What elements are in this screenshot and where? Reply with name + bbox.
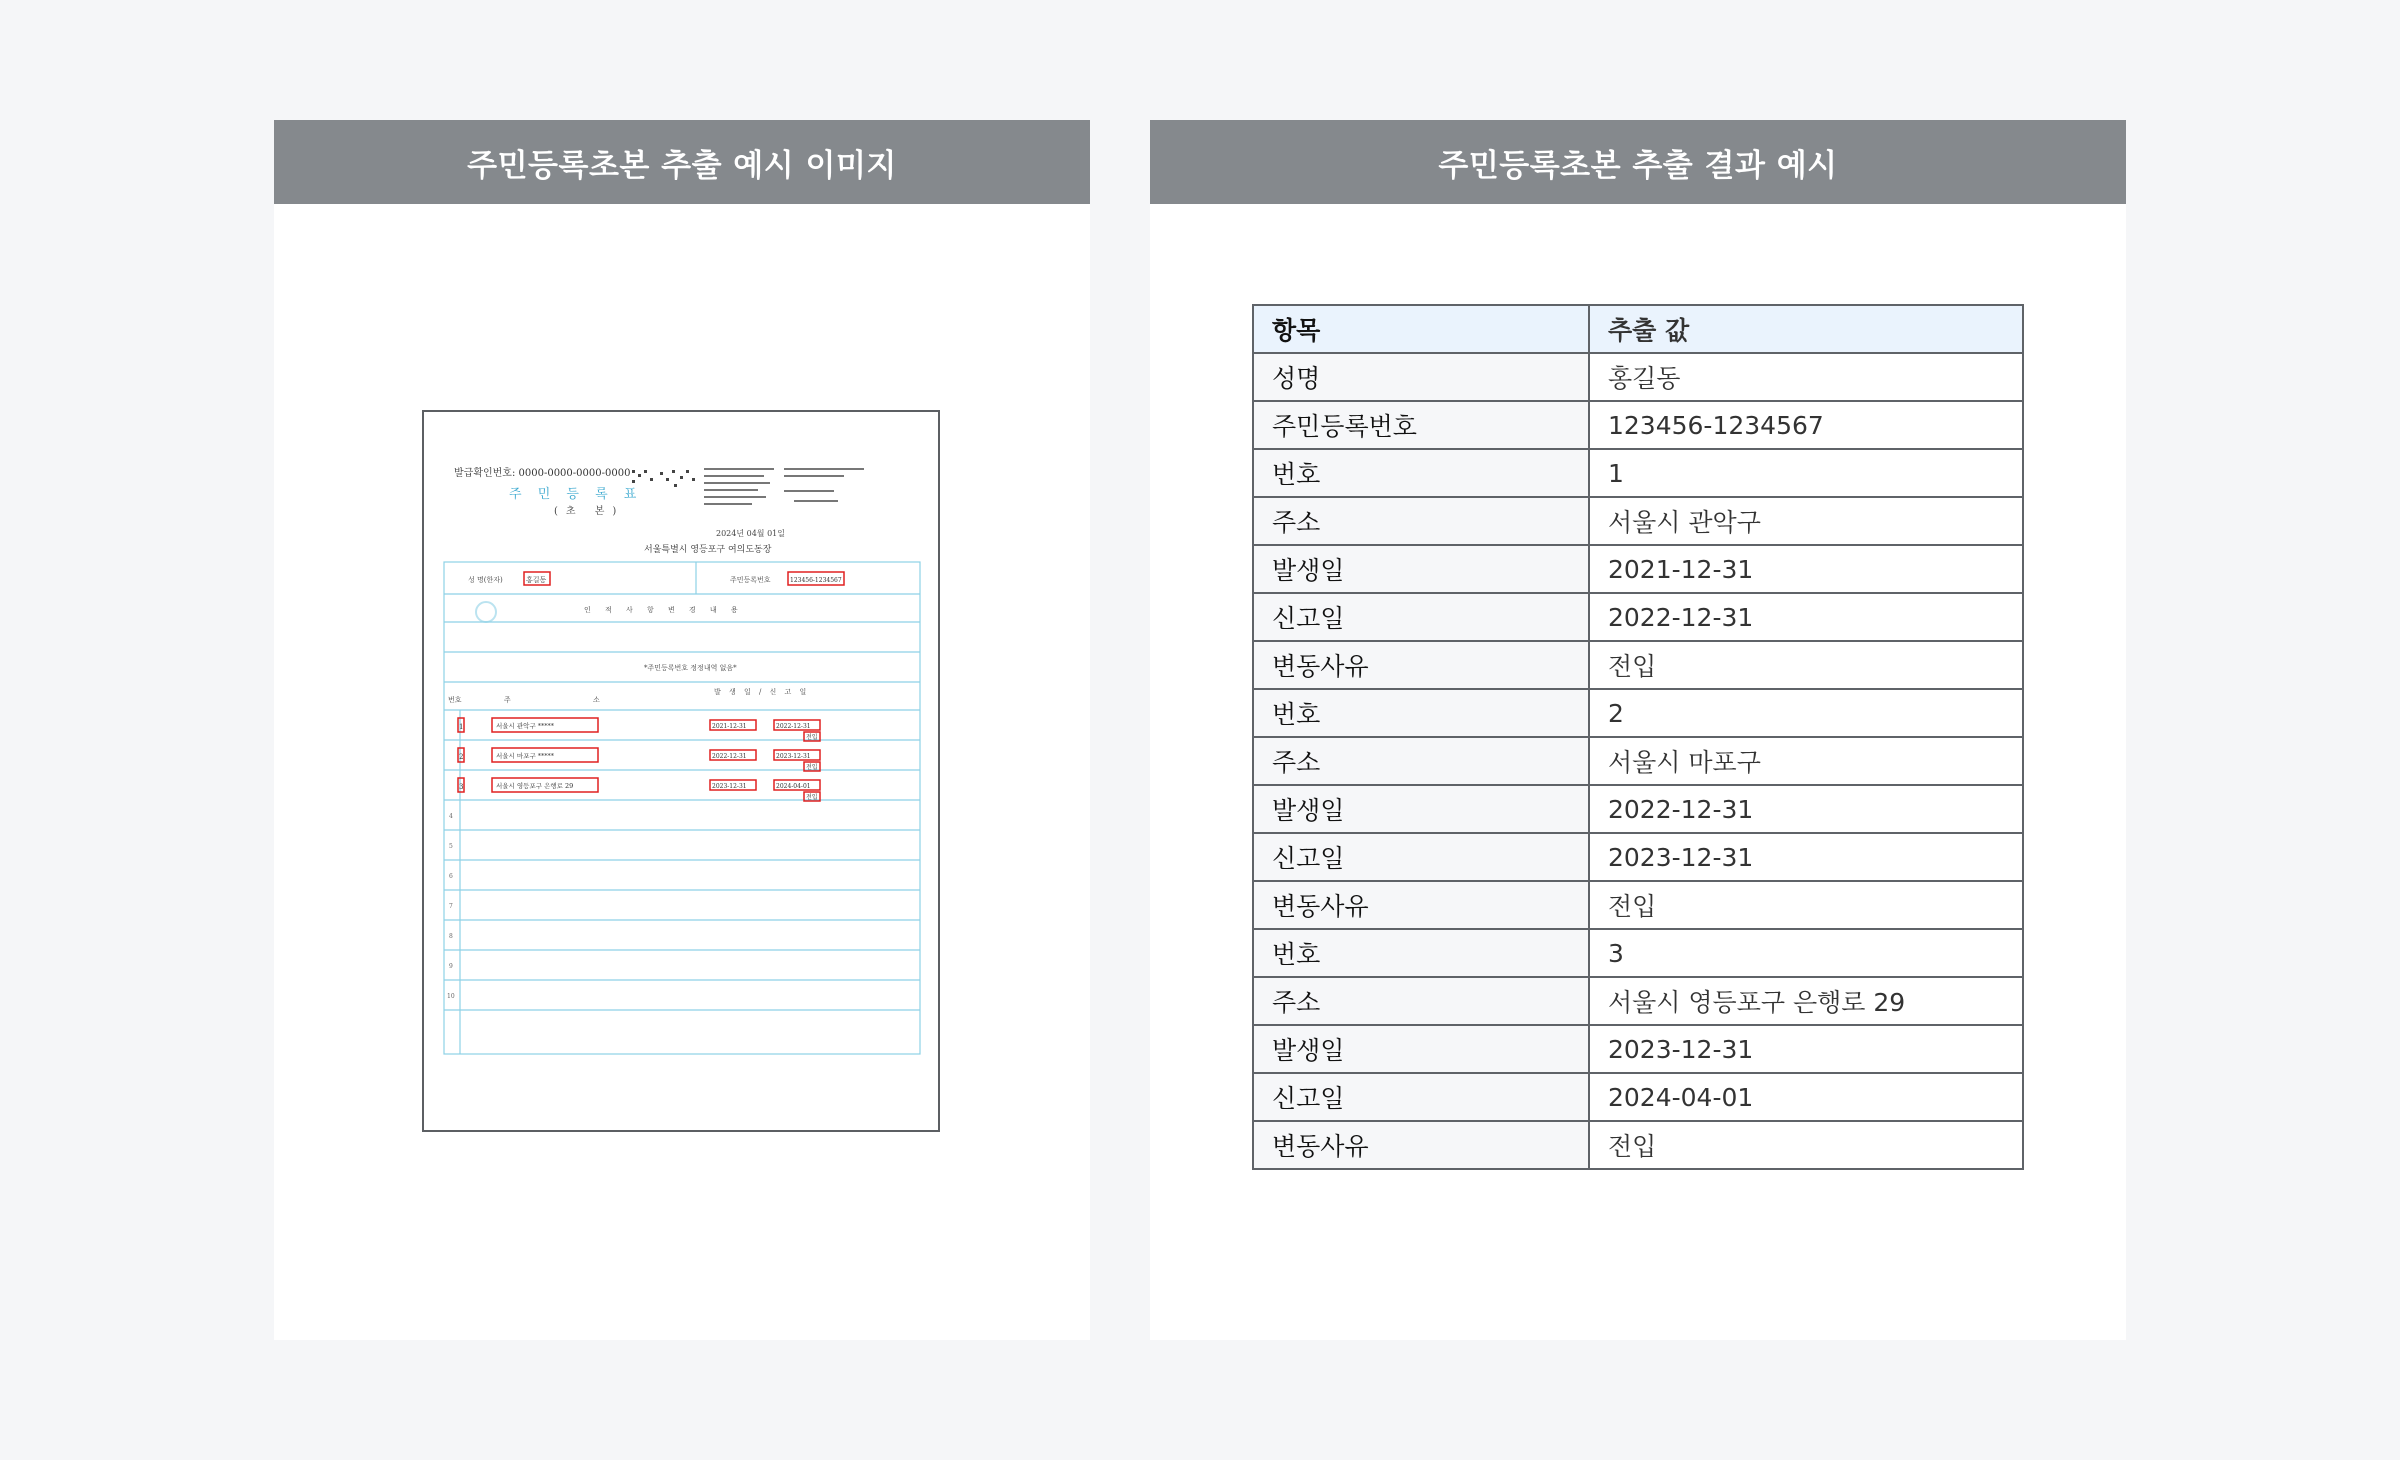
table-row (1253, 785, 2023, 833)
row-no-7: 7 (449, 903, 453, 910)
doc-subtitle: (초 본) (554, 506, 625, 517)
table-row (1253, 833, 2023, 881)
doc-row-2 (458, 748, 820, 771)
row-no-10: 10 (447, 993, 455, 1000)
row-no: 3 (459, 783, 464, 791)
table-row (1253, 593, 2023, 641)
resident-register-document-image (422, 410, 940, 1132)
table-row (1253, 737, 2023, 785)
item-label: 발생일 (1253, 1025, 1589, 1073)
item-label: 성명 (1253, 353, 1589, 401)
table-row (1253, 449, 2023, 497)
form-grid (444, 562, 920, 1054)
doc-rrn-value: 123456-1234567 (790, 577, 842, 584)
item-label: 신고일 (1253, 1073, 1589, 1121)
row-reason: 전입 (806, 794, 818, 801)
row-no-6: 6 (449, 873, 453, 880)
item-value: 서울시 관악구 (1589, 497, 2023, 545)
item-label: 신고일 (1253, 593, 1589, 641)
table-row (1253, 1121, 2023, 1169)
row-date2: 2023-12-31 (776, 753, 811, 760)
row-date2: 2024-04-01 (776, 783, 811, 790)
doc-note: *주민등록번호 정정내역 없음* (644, 664, 737, 672)
item-value: 2 (1589, 689, 2023, 737)
item-label: 주소 (1253, 977, 1589, 1025)
doc-col-addr: 주 소 (504, 696, 640, 704)
item-label: 발생일 (1253, 785, 1589, 833)
item-value: 123456-1234567 (1589, 401, 2023, 449)
doc-title: 주 민 등 록 표 (509, 487, 643, 502)
table-header-row (1253, 305, 2023, 353)
doc-row-1 (458, 718, 820, 741)
item-label: 변동사유 (1253, 881, 1589, 929)
row-date1: 2023-12-31 (712, 783, 747, 790)
item-label: 변동사유 (1253, 1121, 1589, 1169)
item-label: 주소 (1253, 737, 1589, 785)
item-value: 전입 (1589, 641, 2023, 689)
table-row (1253, 497, 2023, 545)
table-row (1253, 929, 2023, 977)
header-value: 추출 값 (1589, 305, 2023, 353)
table-row (1253, 1073, 2023, 1121)
doc-section-title: 인 적 사 항 변 경 내 용 (584, 606, 744, 614)
doc-office: 서울특별시 영등포구 여의도동장 (644, 545, 772, 555)
item-value: 전입 (1589, 1121, 2023, 1169)
watermark-seal-icon (476, 602, 496, 622)
row-reason: 전입 (806, 764, 818, 771)
row-addr: 서울시 마포구 ***** (496, 752, 555, 760)
row-no: 2 (459, 753, 464, 761)
document-scan (424, 412, 942, 1134)
empty-row-numbers (447, 813, 455, 1000)
item-value: 홍길동 (1589, 353, 2023, 401)
row-date2: 2022-12-31 (776, 723, 811, 730)
item-value: 2021-12-31 (1589, 545, 2023, 593)
seal-icon (632, 470, 695, 487)
item-value: 2023-12-31 (1589, 833, 2023, 881)
extraction-result-panel-title: 주민등록초본 추출 결과 예시 (1150, 120, 2126, 204)
table-row (1253, 401, 2023, 449)
row-no-4: 4 (449, 813, 453, 820)
item-value: 2023-12-31 (1589, 1025, 2023, 1073)
item-label: 변동사유 (1253, 641, 1589, 689)
item-value: 2024-04-01 (1589, 1073, 2023, 1121)
row-no-9: 9 (449, 963, 453, 970)
row-addr: 서울시 관악구 ***** (496, 722, 555, 730)
row-reason: 전입 (806, 734, 818, 741)
row-no-5: 5 (449, 843, 453, 850)
item-value: 서울시 영등포구 은행로 29 (1589, 977, 2023, 1025)
table-row (1253, 977, 2023, 1025)
doc-header-notes (704, 468, 864, 505)
item-value: 전입 (1589, 881, 2023, 929)
example-image-panel (274, 120, 1090, 1340)
item-value: 서울시 마포구 (1589, 737, 2023, 785)
table-row (1253, 641, 2023, 689)
row-addr: 서울시 영등포구 은행로 29 (496, 782, 574, 790)
extraction-result-table (1252, 304, 2024, 1170)
doc-col-dates: 발 생 일 / 신 고 일 (714, 688, 810, 696)
item-label: 번호 (1253, 689, 1589, 737)
table-row (1253, 353, 2023, 401)
item-label: 주민등록번호 (1253, 401, 1589, 449)
example-image-panel-title: 주민등록초본 추출 예시 이미지 (274, 120, 1090, 204)
item-label: 번호 (1253, 929, 1589, 977)
doc-rrn-label: 주민등록번호 (730, 576, 771, 584)
item-label: 번호 (1253, 449, 1589, 497)
item-value: 2022-12-31 (1589, 785, 2023, 833)
item-value: 3 (1589, 929, 2023, 977)
item-label: 신고일 (1253, 833, 1589, 881)
extraction-result-panel (1150, 120, 2126, 1340)
doc-date: 2024년 04월 01일 (716, 529, 785, 538)
item-label: 주소 (1253, 497, 1589, 545)
doc-name-value: 홍길동 (526, 576, 547, 584)
item-value: 2022-12-31 (1589, 593, 2023, 641)
header-item: 항목 (1253, 305, 1589, 353)
row-no: 1 (459, 723, 464, 731)
item-value: 1 (1589, 449, 2023, 497)
doc-row-3 (458, 778, 820, 801)
table-row (1253, 881, 2023, 929)
row-date1: 2021-12-31 (712, 723, 747, 730)
row-no-8: 8 (449, 933, 453, 940)
table-row (1253, 1025, 2023, 1073)
table-row (1253, 689, 2023, 737)
row-date1: 2022-12-31 (712, 753, 747, 760)
table-row (1253, 545, 2023, 593)
doc-name-label: 성 명(한자) (468, 576, 503, 584)
item-label: 발생일 (1253, 545, 1589, 593)
doc-issue-no: 발급확인번호: 0000-0000-0000-0000 (454, 468, 631, 479)
doc-col-no: 번호 (448, 696, 462, 704)
